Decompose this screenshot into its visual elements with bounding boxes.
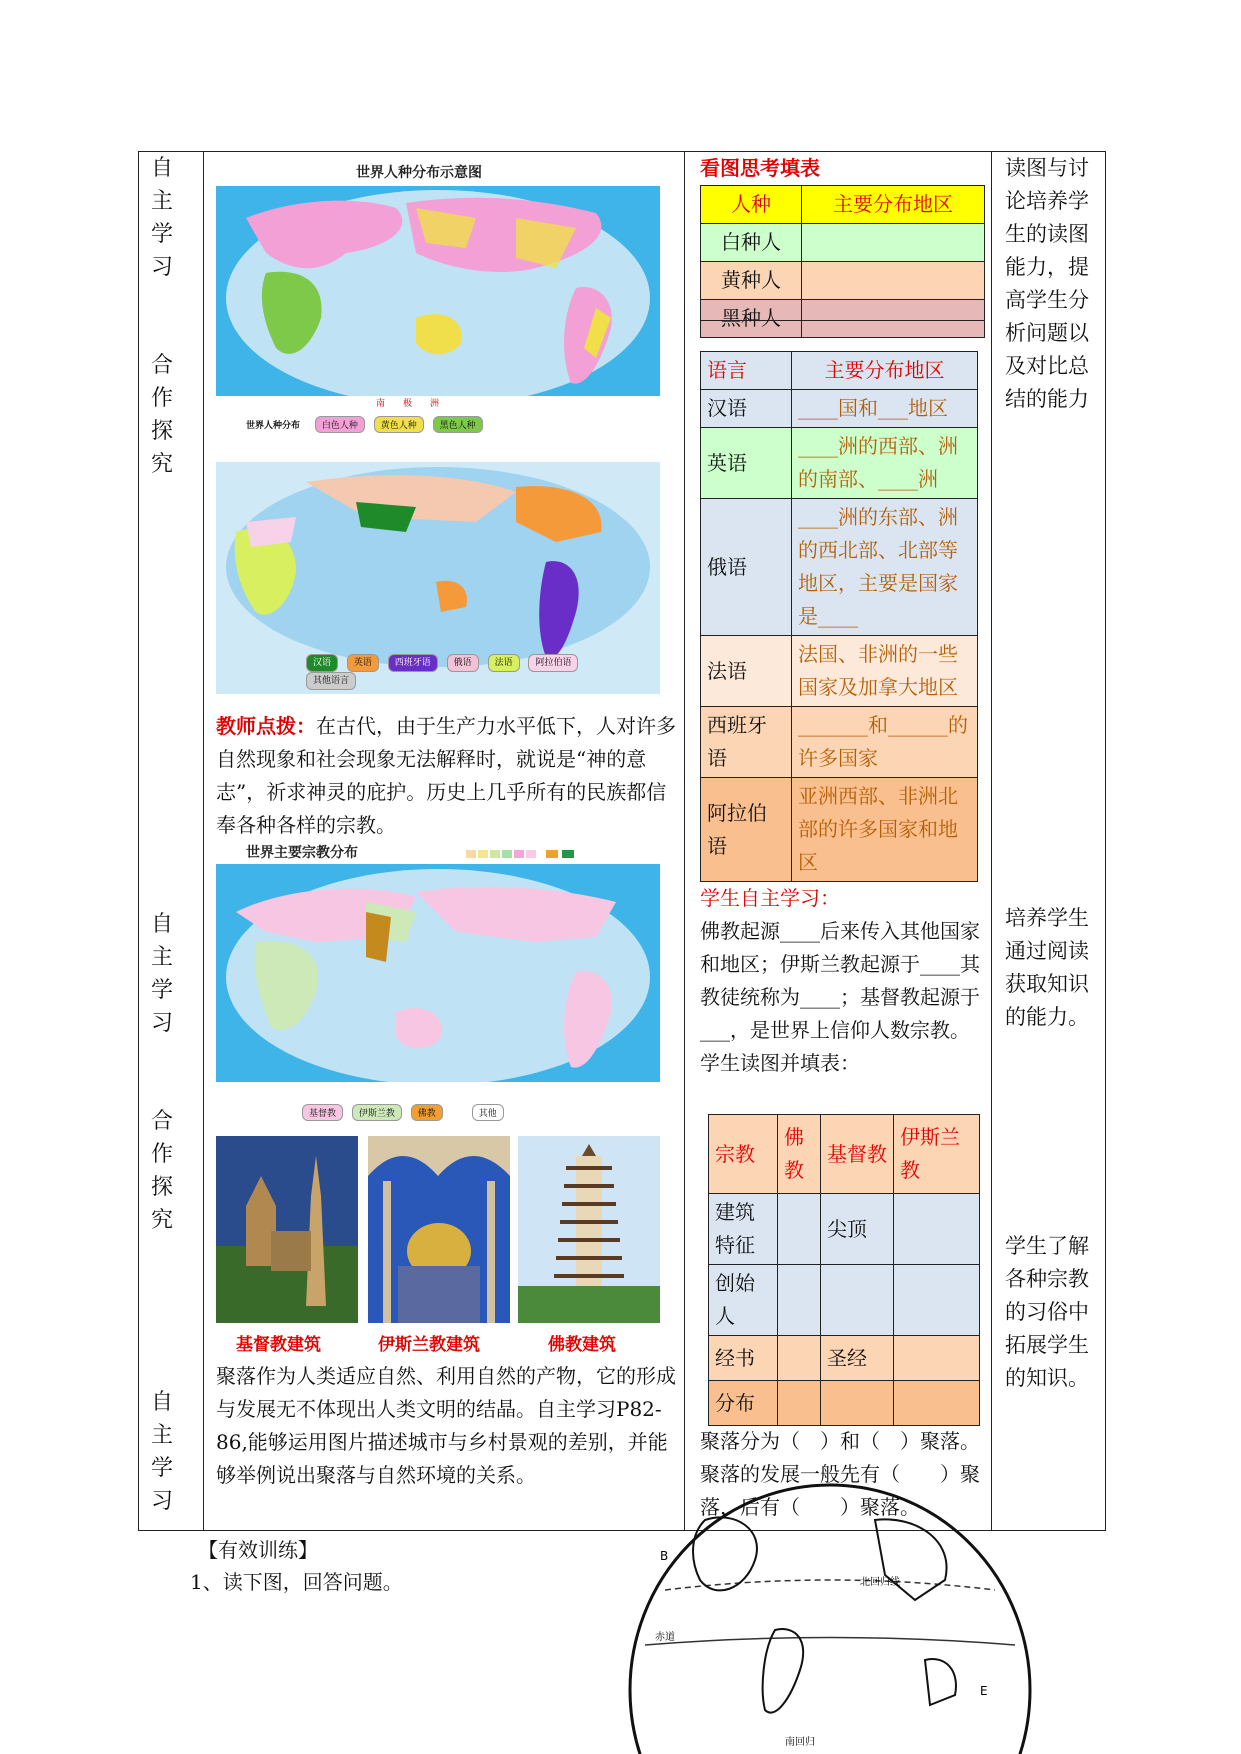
self-study xyxy=(700,882,996,1080)
label-cooperate: 合作探究 xyxy=(150,1109,173,1233)
self-study-text: 佛教起源____后来传入其他国家和地区；伊斯兰教起源于____其教徒统称为____；基督教起源于___，是世界上信仰人数宗教。 xyxy=(700,919,980,1042)
language-arabic: 阿拉伯语 xyxy=(701,778,792,882)
religion-cell[interactable] xyxy=(778,1265,821,1336)
religion-row-label: 经书 xyxy=(709,1336,778,1381)
religion-header: 宗教 xyxy=(709,1115,778,1194)
teacher-tip-text: 在古代，由于生产力水平低下，人对许多自然现象和社会现象无法解释时，就说是“神的意志”，祈求神灵的庇护。历史上几乎所有的民族都信奉各种各样的宗教。 xyxy=(216,714,676,837)
language-spanish: 西班牙语 xyxy=(701,707,792,778)
label-self-study: 自主学习 xyxy=(150,156,173,280)
race-black-region[interactable] xyxy=(802,300,985,338)
buddhist-building-photo xyxy=(518,1136,660,1323)
race-white-region[interactable] xyxy=(802,224,985,262)
globe-label-south: 南回归 xyxy=(785,1737,815,1748)
religion-cell[interactable] xyxy=(821,1265,894,1336)
religion-row-label: 分布 xyxy=(709,1381,778,1426)
fill-table-label: 学生读图并填表： xyxy=(700,1051,860,1075)
religion-row-label: 创始人 xyxy=(709,1265,778,1336)
caption-christian: 基督教建筑 xyxy=(236,1335,321,1355)
label-cooperate: 合作探究 xyxy=(150,353,173,477)
language-chinese-region[interactable]: ____国和___地区 xyxy=(792,390,978,428)
svg-text:南 极 洲: 南 极 洲 xyxy=(376,399,440,409)
globe-outline-map xyxy=(625,1480,1035,1754)
religion-cell[interactable] xyxy=(894,1381,980,1426)
teacher-tip-label: 教师点拨： xyxy=(216,714,316,738)
globe-label-tropic: 北回归线 xyxy=(860,1577,900,1588)
christian-building-photo xyxy=(216,1136,358,1323)
religion-map xyxy=(216,842,660,1120)
note-2: 培养学生通过阅读获取知识的能力。 xyxy=(1005,906,1089,1029)
religion-cell[interactable] xyxy=(778,1194,821,1265)
legend-christianity: 基督教 xyxy=(302,1104,343,1121)
self-study-label: 学生自主学习： xyxy=(700,886,840,910)
race-header: 人种 xyxy=(701,186,802,224)
language-table xyxy=(700,351,978,882)
legend-title: 世界人种分布 xyxy=(246,421,301,431)
globe-label-equator: 赤道 xyxy=(655,1632,675,1643)
language-spanish-region[interactable]: _______和______的许多国家 xyxy=(792,707,978,778)
religion-cell: 尖顶 xyxy=(821,1194,894,1265)
religion-table xyxy=(708,1114,980,1426)
legend-white: 白色人种 xyxy=(315,416,365,433)
language-arabic-region: 亚洲西部、非洲北部的许多国家和地区 xyxy=(792,778,978,882)
language-english: 英语 xyxy=(701,428,792,499)
race-table-title: 看图思考填表 xyxy=(700,156,820,180)
divider xyxy=(700,320,985,321)
language-header: 语言 xyxy=(701,352,792,390)
islamic-building-photo xyxy=(368,1136,510,1323)
religion-cell[interactable] xyxy=(821,1381,894,1426)
legend-french: 法语 xyxy=(488,654,520,672)
map-title: 世界人种分布示意图 xyxy=(356,165,482,181)
race-black: 黑种人 xyxy=(701,300,802,338)
religion-cell[interactable] xyxy=(778,1381,821,1426)
religion-buddhism: 佛教 xyxy=(778,1115,821,1194)
legend-chinese: 汉语 xyxy=(306,654,338,672)
race-region-header: 主要分布地区 xyxy=(802,186,985,224)
teacher-tip xyxy=(216,710,682,842)
globe-label-e: E xyxy=(980,1684,988,1698)
language-russian-region[interactable]: ____洲的东部、洲的西北部、北部等地区，主要是国家是____ xyxy=(792,499,978,636)
map-title: 世界主要宗教分布 xyxy=(246,845,358,861)
religion-row-label: 建筑特征 xyxy=(709,1194,778,1265)
race-table xyxy=(700,185,985,338)
label-self-study: 自主学习 xyxy=(150,1390,173,1514)
language-french-region: 法国、非洲的一些国家及加拿大地区 xyxy=(792,636,978,707)
race-white: 白种人 xyxy=(701,224,802,262)
race-yellow-region[interactable] xyxy=(802,262,985,300)
language-english-region[interactable]: ____洲的西部、洲的南部、____洲 xyxy=(792,428,978,499)
training-question: 1、读下图，回答问题。 xyxy=(190,1570,403,1594)
label-self-study: 自主学习 xyxy=(150,912,173,1036)
religion-cell: 圣经 xyxy=(821,1336,894,1381)
legend-black: 黑色人种 xyxy=(433,416,483,433)
legend-english: 英语 xyxy=(347,654,379,672)
legend-islam: 伊斯兰教 xyxy=(352,1104,402,1121)
race-map xyxy=(216,158,660,434)
legend-spanish: 西班牙语 xyxy=(388,654,438,672)
note-3: 学生了解各种宗教的习俗中拓展学生的知识。 xyxy=(1005,1234,1089,1390)
settlement-text: 聚落作为人类适应自然、利用自然的产物，它的形成与发展无不体现出人类文明的结晶。自主学习P82-86,能够运用图片描述城市与乡村景观的差别，并能够举例说出聚落与自然环境的关系。 xyxy=(216,1364,676,1487)
language-russian: 俄语 xyxy=(701,499,792,636)
caption-islamic: 伊斯兰教建筑 xyxy=(378,1335,480,1355)
legend-buddhism: 佛教 xyxy=(411,1104,443,1121)
language-french: 法语 xyxy=(701,636,792,707)
religion-cell[interactable] xyxy=(894,1194,980,1265)
settlement-q2: 聚落的发展一般先有（ ）聚落，后有（ ）聚落。 xyxy=(700,1462,980,1519)
legend-other: 其他语言 xyxy=(306,672,356,690)
legend-russian: 俄语 xyxy=(447,654,479,672)
note-1: 读图与讨论培养学生的读图能力，提高学生分析问题以及对比总结的能力 xyxy=(1005,156,1089,411)
legend-other: 其他 xyxy=(472,1104,504,1121)
language-chinese: 汉语 xyxy=(701,390,792,428)
religion-cell[interactable] xyxy=(894,1265,980,1336)
religion-cell[interactable] xyxy=(894,1336,980,1381)
caption-buddhist: 佛教建筑 xyxy=(548,1335,616,1355)
training-title: 【有效训练】 xyxy=(198,1538,318,1562)
globe-label-b: B xyxy=(660,1549,669,1563)
legend-arabic: 阿拉伯语 xyxy=(528,654,578,672)
religion-christianity: 基督教 xyxy=(821,1115,894,1194)
legend-yellow: 黄色人种 xyxy=(374,416,424,433)
settlement-q1: 聚落分为（ ）和（ ）聚落。 xyxy=(700,1429,980,1453)
religion-cell[interactable] xyxy=(778,1336,821,1381)
language-map xyxy=(216,462,660,694)
race-yellow: 黄种人 xyxy=(701,262,802,300)
religion-islam: 伊斯兰教 xyxy=(894,1115,980,1194)
language-region-header: 主要分布地区 xyxy=(792,352,978,390)
